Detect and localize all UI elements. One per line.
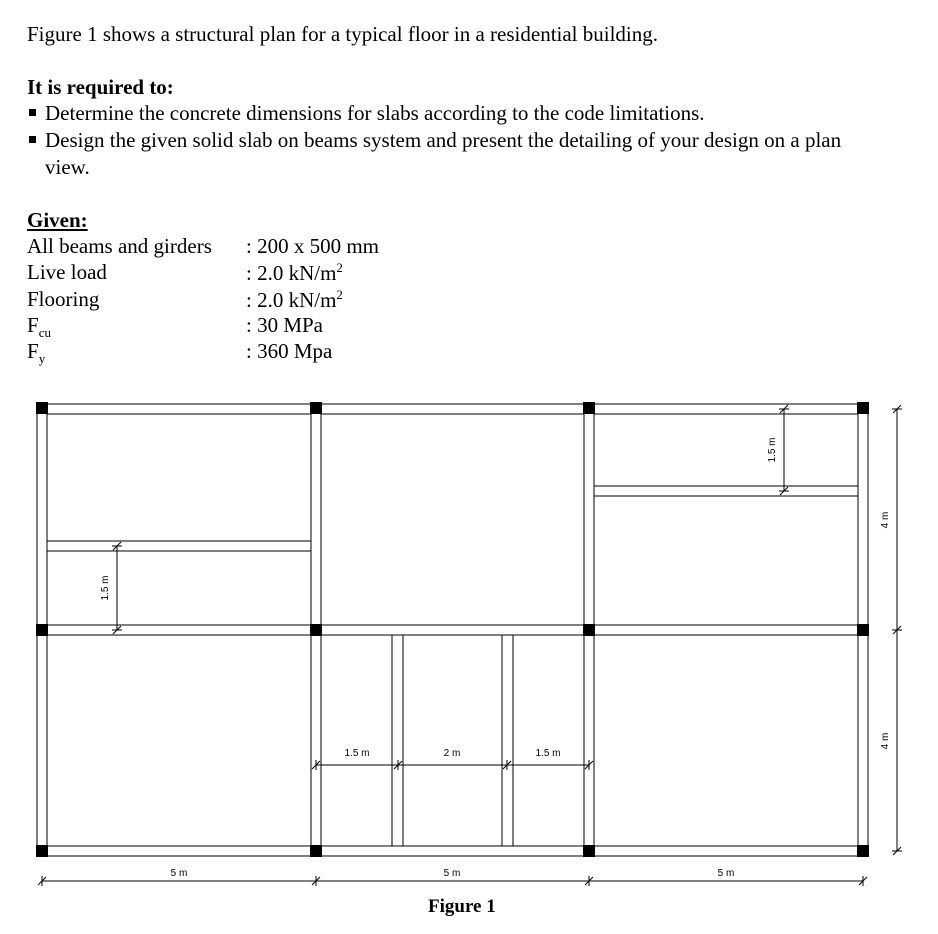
given-label-fy: $F_y$ — [27, 339, 46, 367]
beams-vertical — [37, 409, 868, 851]
dim-mid-c: 1.5 m — [535, 748, 561, 759]
superscript: 2 — [336, 287, 343, 302]
subscript: y — [38, 351, 46, 367]
given-label-beams: All beams and girders — [27, 234, 212, 258]
given-heading: Given: — [27, 208, 88, 232]
dim-mid-b: 2 m — [443, 748, 461, 759]
dim-bay-right: 5 m — [717, 868, 735, 879]
dimension-middle — [312, 760, 593, 770]
dim-mid-a: 1.5 m — [344, 748, 370, 759]
superscript: 2 — [336, 260, 343, 275]
given-value-flooring: : 2.0 $kN/m^2$ — [246, 287, 343, 312]
subscript: cu — [38, 325, 51, 341]
intro-text: Figure 1 shows a structural plan for a typical floor in a residential building. — [27, 22, 659, 46]
columns — [36, 402, 869, 857]
required-item-1: Determine the concrete dimensions for slabs according to the code limitations. — [45, 101, 705, 125]
required-heading: It is required to: — [27, 75, 174, 99]
dimension-right-section — [779, 405, 789, 495]
figure-caption: Figure 1 — [428, 896, 496, 917]
dimension-right — [892, 405, 902, 855]
required-item-2: Design the given solid slab on beams system and present the detailing of your design on a plan — [45, 128, 842, 152]
dim-bay-mid: 5 m — [443, 868, 461, 879]
given-value-live-load: : 2.0 $kN/m^2$ — [246, 260, 343, 285]
given-label-live-load: Live load — [27, 260, 107, 284]
given-label-flooring: Flooring — [27, 287, 100, 311]
given-label-fcu: $F_{cu}$ — [27, 313, 51, 341]
given-value-fcu: : 30 MPa — [246, 313, 324, 337]
dim-bay-left: 5 m — [170, 868, 188, 879]
dim-right-section: 1.5 m — [767, 437, 778, 463]
dim-left-section: 1.5 m — [100, 575, 111, 601]
given-value-fy: : 360 Mpa — [246, 339, 333, 363]
dim-span-bottom: 4 m — [880, 732, 891, 750]
beams-horizontal — [42, 404, 863, 856]
required-item-2-cont: view. — [45, 155, 90, 179]
dim-span-top: 4 m — [880, 511, 891, 529]
dimension-left-section — [112, 542, 122, 634]
given-value-beams: : 200 x 500 mm — [246, 234, 380, 258]
secondary-beams — [47, 486, 858, 846]
